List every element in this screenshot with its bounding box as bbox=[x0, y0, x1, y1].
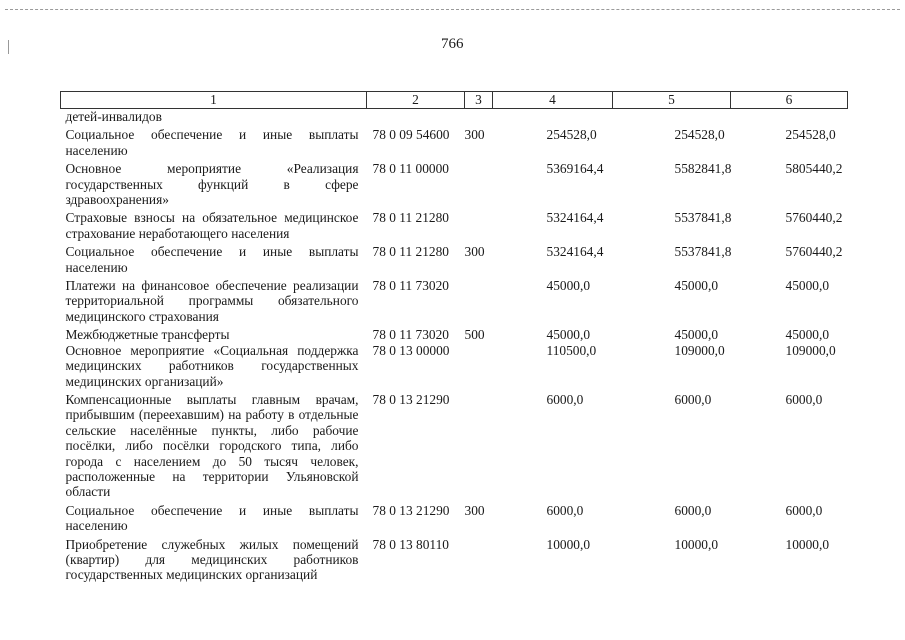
row-name: Основное мероприятие «Реализация государственных функций в сфере здравоохранения» bbox=[65, 161, 359, 208]
row-type: 300 bbox=[464, 502, 485, 518]
table-row bbox=[61, 275, 848, 324]
table-row bbox=[61, 158, 848, 207]
row-type bbox=[465, 275, 493, 324]
table-row bbox=[61, 207, 848, 241]
row-value-1: 10000,0 bbox=[546, 536, 591, 552]
row-value-3: 5760440,2 bbox=[785, 210, 843, 226]
header-col-2: 2 bbox=[367, 92, 465, 109]
row-value-2 bbox=[613, 109, 731, 125]
row-name: Социальное обеспечение и иные выплаты населению bbox=[65, 502, 359, 534]
row-value-3: 109000,0 bbox=[785, 342, 836, 358]
row-name: Страховые взносы на обязательное медицинское страхование неработающего населения bbox=[65, 210, 359, 241]
row-value-1: 5369164,4 bbox=[546, 161, 604, 177]
row-code: 78 0 09 54600 bbox=[372, 127, 450, 143]
row-name: Межбюджетные трансферты bbox=[65, 327, 230, 343]
header-col-1: 1 bbox=[61, 92, 367, 109]
header-col-4: 4 bbox=[493, 92, 613, 109]
row-value-2: 6000,0 bbox=[674, 502, 712, 518]
row-value-3: 254528,0 bbox=[785, 127, 836, 143]
row-value-1: 45000,0 bbox=[546, 278, 591, 294]
table-row bbox=[61, 124, 848, 158]
row-value-3 bbox=[731, 109, 848, 125]
row-value-2: 5537841,8 bbox=[674, 244, 732, 260]
row-code: 78 0 11 00000 bbox=[372, 161, 449, 177]
row-type bbox=[465, 343, 493, 389]
row-code: 78 0 11 73020 bbox=[372, 327, 449, 343]
row-value-2: 10000,0 bbox=[674, 536, 719, 552]
row-value-2: 45000,0 bbox=[674, 327, 719, 343]
table-row bbox=[61, 343, 848, 389]
row-name: Компенсационные выплаты главным врачам, прибывшим (переехавшим) на работу в отдельные сельские населённые пункты, либо рабочие посёлки, либо посёлки городского типа, либо города с населением до 50 тысяч человек, расположенные на территории Ульяновской области bbox=[65, 391, 359, 500]
row-value-3: 6000,0 bbox=[785, 391, 823, 407]
row-name: детей-инвалидов bbox=[65, 109, 162, 124]
row-value-1: 6000,0 bbox=[546, 502, 584, 518]
row-type bbox=[465, 207, 493, 241]
row-value-2: 6000,0 bbox=[674, 391, 712, 407]
row-value-2: 109000,0 bbox=[674, 342, 725, 358]
row-value-1: 5324164,4 bbox=[546, 210, 604, 226]
row-code: 78 0 13 21290 bbox=[372, 502, 450, 518]
row-code bbox=[367, 109, 465, 125]
row-value-1: 6000,0 bbox=[546, 391, 584, 407]
row-type bbox=[465, 389, 493, 500]
row-name: Социальное обеспечение и иные выплаты населению bbox=[65, 244, 359, 275]
row-value-3: 5805440,2 bbox=[785, 161, 843, 177]
row-type bbox=[465, 158, 493, 207]
page-number: 766 bbox=[441, 36, 464, 52]
header-col-6: 6 bbox=[731, 92, 848, 109]
row-value-1: 254528,0 bbox=[546, 127, 597, 143]
row-name: Основное мероприятие «Социальная поддержка медицинских работников государственных медицинских организаций» bbox=[65, 342, 359, 389]
table-row bbox=[61, 534, 848, 583]
row-value-2: 254528,0 bbox=[674, 127, 725, 143]
row-code: 78 0 13 00000 bbox=[372, 342, 450, 358]
header-row bbox=[61, 92, 848, 109]
row-value-3: 6000,0 bbox=[785, 502, 823, 518]
row-value-3: 45000,0 bbox=[785, 278, 830, 294]
row-code: 78 0 11 21280 bbox=[372, 210, 449, 226]
table-header bbox=[61, 92, 848, 109]
budget-table bbox=[60, 91, 848, 583]
row-value-3: 5760440,2 bbox=[785, 244, 843, 260]
scan-edge-line bbox=[5, 9, 900, 10]
row-code: 78 0 13 21290 bbox=[372, 391, 450, 407]
table-row bbox=[61, 109, 848, 125]
row-value-2: 45000,0 bbox=[674, 278, 719, 294]
row-value-2: 5537841,8 bbox=[674, 210, 732, 226]
row-type: 300 bbox=[464, 244, 485, 260]
row-value-1 bbox=[493, 109, 613, 125]
row-type bbox=[465, 534, 493, 583]
table-row bbox=[61, 324, 848, 342]
row-code: 78 0 11 21280 bbox=[372, 244, 449, 260]
row-value-3: 10000,0 bbox=[785, 536, 830, 552]
row-name: Приобретение служебных жилых помещений (квартир) для медицинских работников государственных медицинских организаций bbox=[65, 536, 359, 583]
row-value-1: 110500,0 bbox=[546, 342, 597, 358]
row-type: 300 bbox=[464, 127, 485, 143]
table-row bbox=[61, 241, 848, 275]
row-value-3: 45000,0 bbox=[785, 327, 830, 343]
row-type: 500 bbox=[464, 327, 485, 343]
row-name: Социальное обеспечение и иные выплаты населению bbox=[65, 127, 359, 158]
header-col-3: 3 bbox=[465, 92, 493, 109]
row-value-2: 5582841,8 bbox=[674, 161, 732, 177]
row-name: Платежи на финансовое обеспечение реализации территориальной программы обязательного медицинского страхования bbox=[65, 278, 359, 324]
row-code: 78 0 11 73020 bbox=[372, 278, 449, 294]
row-code: 78 0 13 80110 bbox=[372, 536, 449, 552]
table-body bbox=[61, 109, 848, 583]
row-type bbox=[465, 109, 493, 125]
table-row bbox=[61, 500, 848, 534]
scan-edge-mark bbox=[8, 40, 9, 54]
row-value-1: 45000,0 bbox=[546, 327, 591, 343]
row-value-1: 5324164,4 bbox=[546, 244, 604, 260]
header-col-5: 5 bbox=[613, 92, 731, 109]
table-row bbox=[61, 389, 848, 500]
